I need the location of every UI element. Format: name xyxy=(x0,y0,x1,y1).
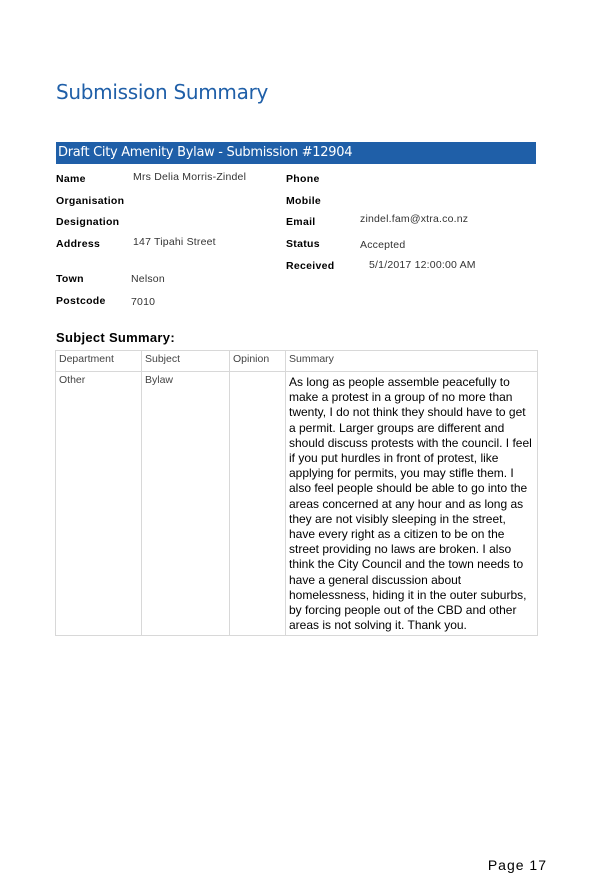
town-label: Town xyxy=(56,273,84,285)
summary-cell: As long as people assemble peacefully to make a protest in a group of no more than twenty, I do not think they should have to get a permit. Larger groups are different and should discuss protests with the council. I feel if you put hurdles in front of protest, like applying for permits, you may stifle them. I also feel people should be able to go into the areas concerned at any hour and as long as they are not visibly sleeping in the street, have every right as a citizen to be on the street providing no laws are broken. I also think the City Council and the town needs to have a general discussion about homelessness, hiding it in the outer suburbs, by forcing people out of the CBD and other areas is not solving it. Thank you. xyxy=(286,372,538,636)
address-value: 147 Tipahi Street xyxy=(133,236,216,248)
page-number: Page 17 xyxy=(487,857,547,873)
subject-summary-heading: Subject Summary: xyxy=(56,330,175,345)
opinion-cell xyxy=(230,372,286,636)
postcode-label: Postcode xyxy=(56,295,106,307)
table-row xyxy=(56,372,538,636)
phone-label: Phone xyxy=(286,173,320,185)
status-value: Accepted xyxy=(360,239,406,251)
address-label: Address xyxy=(56,238,101,250)
organisation-label: Organisation xyxy=(56,195,125,207)
email-label: Email xyxy=(286,216,316,228)
subject-summary-table xyxy=(55,350,538,636)
department-cell: Other xyxy=(56,372,142,636)
table-header-row xyxy=(56,351,538,372)
submission-header: Draft City Amenity Bylaw - Submission #12904 xyxy=(56,142,536,164)
town-value: Nelson xyxy=(131,273,165,285)
column-header-opinion: Opinion xyxy=(230,351,286,372)
name-value: Mrs Delia Morris-Zindel xyxy=(133,171,247,183)
column-header-department: Department xyxy=(56,351,142,372)
email-value: zindel.fam@xtra.co.nz xyxy=(360,213,469,225)
name-label: Name xyxy=(56,173,86,185)
column-header-summary: Summary xyxy=(286,351,538,372)
received-label: Received xyxy=(286,260,335,272)
status-label: Status xyxy=(286,238,320,250)
column-header-subject: Subject xyxy=(142,351,230,372)
mobile-label: Mobile xyxy=(286,195,322,207)
designation-label: Designation xyxy=(56,216,120,228)
postcode-value: 7010 xyxy=(131,296,156,308)
received-value: 5/1/2017 12:00:00 AM xyxy=(369,259,476,271)
page-title: Submission Summary xyxy=(56,80,269,104)
subject-cell: Bylaw xyxy=(142,372,230,636)
